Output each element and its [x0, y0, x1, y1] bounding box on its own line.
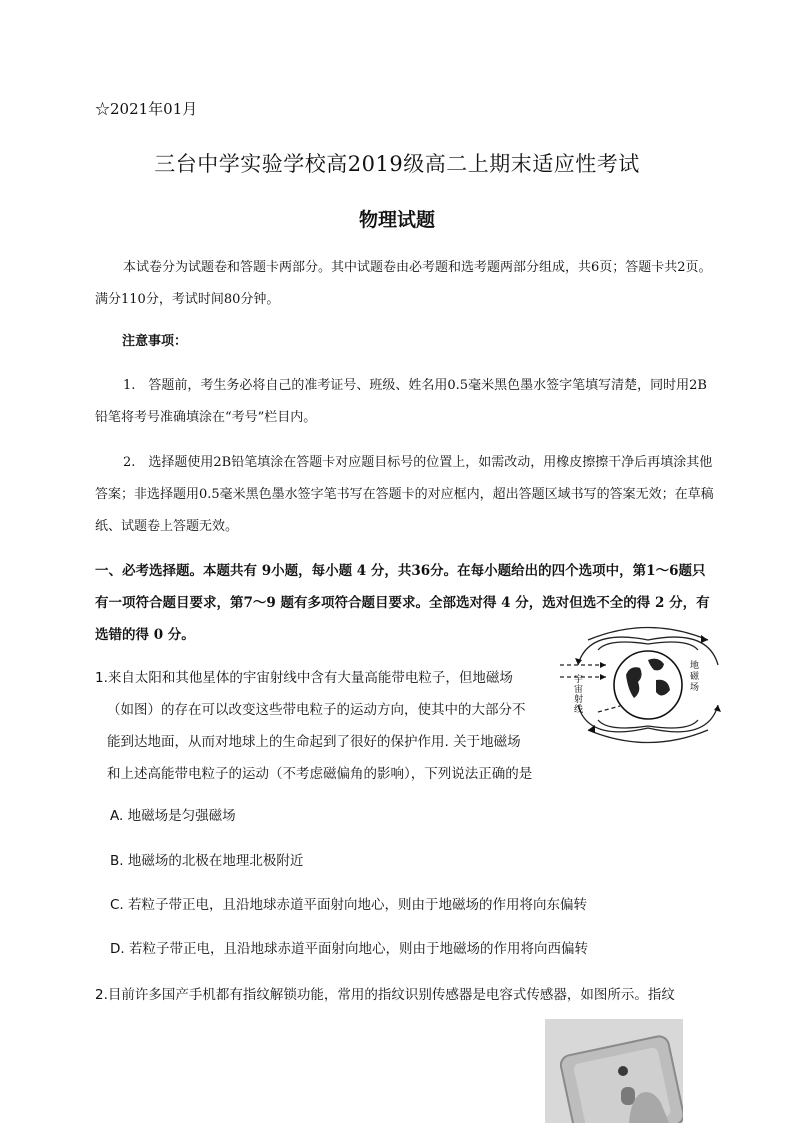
notes-heading: 注意事项：	[122, 334, 188, 349]
section-heading: 一、必考选择题。本题共有 9小题，每小题 4 分，共36分。在每小题给出的四个选项中，第1～6题只有一项符合题目要求，第7～9 题有多项符合题目要求。全部选对得 4 分，选对但选不全的得 2 分，有选错的得 0 分。	[95, 563, 710, 643]
note-item-1: 1. 答题前，考生务必将自己的准考证号、班级、姓名用0.5毫米黑色墨水签字笔填写清楚，同时用2B铅笔将考号准确填涂在“考号”栏目内。	[95, 378, 707, 425]
option-c: C. 若粒子带正电，且沿地球赤道平面射向地心，则由于地磁场的作用将向东偏转	[110, 897, 588, 913]
camera-icon	[618, 1066, 628, 1076]
exam-subject: 物理试题	[358, 209, 435, 231]
fingerprint-sensor-icon	[621, 1087, 635, 1105]
note-item-2: 2. 选择题使用2B铅笔填涂在答题卡对应题目标号的位置上，如需改动，用橡皮擦擦干净后再填涂其他答案；非选择题用0.5毫米黑色墨水签字笔书写在答题卡的对应框内，超出答题区域书写的答案无效；在草稿纸、试题卷上答题无效。	[95, 455, 714, 534]
ray-label	[574, 673, 586, 715]
exam-title: 三台中学实验学校高2019级高二上期末适应性考试	[154, 152, 640, 176]
question-1-line: 1.来自太阳和其他星体的宇宙射线中含有大量高能带电粒子，但地磁场	[95, 670, 513, 686]
ray-label-char: 宙	[574, 685, 584, 695]
option-b: B. 地磁场的北极在地理北极附近	[110, 853, 304, 869]
question-1-line: 和上述高能带电粒子的运动（不考虑磁偏角的影响），下列说法正确的是	[107, 766, 533, 782]
ray-label-char: 宇	[574, 675, 584, 685]
ray-label-char: 线	[574, 705, 584, 715]
option-d: D. 若粒子带正电，且沿地球赤道平面射向地心，则由于地磁场的作用将向西偏转	[110, 941, 588, 957]
field-label-char: 地	[690, 661, 700, 671]
field-label	[690, 659, 702, 693]
question-1-stem	[95, 662, 560, 790]
earth-magnetic-field-figure	[558, 620, 738, 750]
phone-fingerprint-photo	[545, 1019, 683, 1123]
option-a: A. 地磁场是匀强磁场	[110, 808, 236, 824]
question-1-line: 能到达地面，从而对地球上的生命起到了很好的保护作用. 关于地磁场	[107, 734, 521, 750]
question-2-stem: 2.目前许多国产手机都有指纹解锁功能，常用的指纹识别传感器是电容式传感器，如图所示。指纹	[95, 987, 675, 1003]
field-label-char: 场	[690, 683, 700, 693]
ray-label-char: 射	[574, 695, 584, 705]
question-1-line: （如图）的存在可以改变这些带电粒子的运动方向，使其中的大部分不	[107, 702, 526, 718]
exam-date: ☆2021年01月	[95, 100, 198, 118]
intro-paragraph: 本试卷分为试题卷和答题卡两部分。其中试题卷由必考题和选考题两部分组成，共6页；答题卡共2页。满分110分，考试时间80分钟。	[95, 260, 712, 307]
field-label-char: 磁	[690, 672, 700, 682]
